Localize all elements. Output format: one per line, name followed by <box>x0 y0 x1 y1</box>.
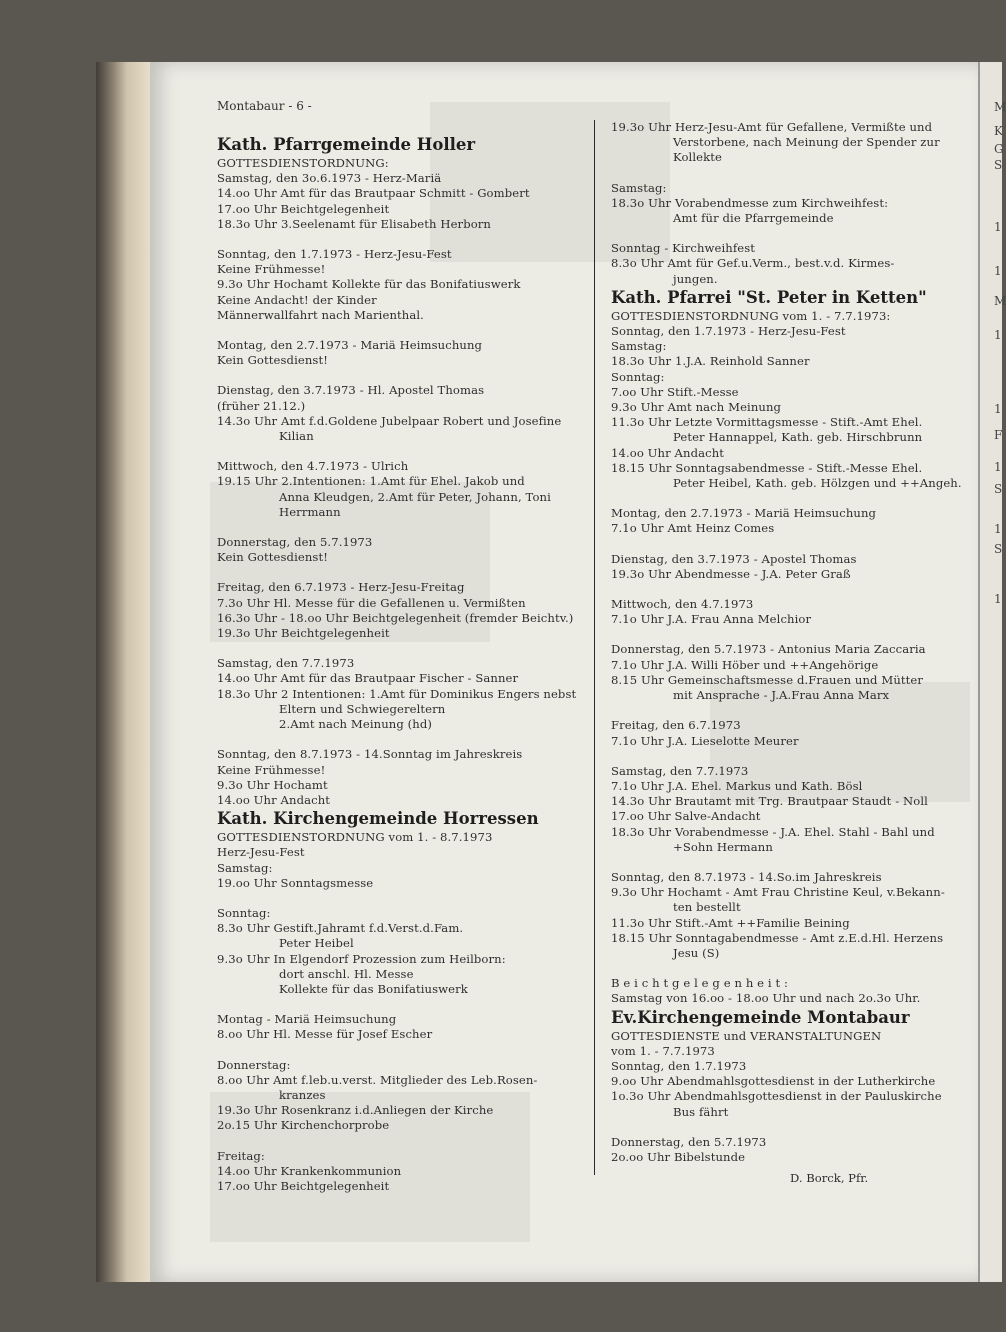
spacer <box>611 749 976 764</box>
text-line: Mittwoch, den 4.7.1973 - Ulrich <box>217 459 409 474</box>
text-line: B e i c h t g e l e g e n h e i t : <box>611 976 789 991</box>
text-line: 19.3o Uhr Abendmesse - J.A. Peter Graß <box>611 566 851 581</box>
text-line: Sonntag, den 1.7.1973 - Herz-Jesu-Fest <box>217 247 452 262</box>
spacer <box>217 732 587 747</box>
text-line: 14.oo Uhr Amt für das Brautpaar Schmitt - Gombert <box>217 186 530 201</box>
text-line: 16.3o Uhr - 18.oo Uhr Beichtgelegenheit (fremder Beichtv.) <box>217 610 574 625</box>
spacer <box>611 226 976 241</box>
text-line: 7.1o Uhr Amt Heinz Comes <box>611 521 775 536</box>
text-line: Samstag, den 7.7.1973 <box>217 656 355 671</box>
next-page-fragment: 1 <box>994 460 1002 474</box>
spacer <box>217 368 587 383</box>
text-line: 17.oo Uhr Salve-Andacht <box>611 809 761 824</box>
next-page-fragment: S <box>994 158 1003 172</box>
text-line-continued: kranzes <box>279 1087 326 1102</box>
spacer <box>217 444 587 459</box>
text-line: GOTTESDIENSTORDNUNG: <box>217 156 389 170</box>
text-line: 14.oo Uhr Amt für das Brautpaar Fischer - Sanner <box>217 671 519 686</box>
text-line: 8.oo Uhr Amt f.leb.u.verst. Mitglieder des Leb.Rosen- <box>217 1072 538 1087</box>
text-line: Sonntag: <box>217 905 271 920</box>
text-line: 7.1o Uhr J.A. Willi Höber und ++Angehörige <box>611 657 879 672</box>
text-line-continued: ten bestellt <box>673 900 741 915</box>
text-line: Samstag, den 7.7.1973 <box>611 763 749 778</box>
text-line-continued: Kollekte <box>673 150 722 165</box>
text-line-continued: mit Ansprache - J.A.Frau Anna Marx <box>673 688 890 703</box>
text-line: 9.3o Uhr In Elgendorf Prozession zum Heilborn: <box>217 951 506 966</box>
text-line: 2o.oo Uhr Bibelstunde <box>611 1149 746 1164</box>
text-line: Sonntag, den 1.7.1973 <box>611 1058 747 1073</box>
text-line: 18.3o Uhr Vorabendmesse zum Kirchweihfest: <box>611 195 889 210</box>
text-line: Keine Andacht! der Kinder <box>217 292 377 307</box>
text-line: Sonntag: <box>611 369 665 384</box>
text-line: 7.3o Uhr Hl. Messe für die Gefallenen u. Vermißten <box>217 595 526 610</box>
section-heading: Kath. Pfarrei "St. Peter in Ketten" <box>611 287 927 307</box>
text-line: Montag - Mariä Heimsuchung <box>217 1012 397 1027</box>
text-line: 8.oo Uhr Hl. Messe für Josef Escher <box>217 1027 433 1042</box>
text-line: 1o.3o Uhr Abendmahlsgottesdienst in der Pauluskirche <box>611 1089 942 1104</box>
text-line: 7.1o Uhr J.A. Lieselotte Meurer <box>611 733 799 748</box>
text-line: Keine Frühmesse! <box>217 762 326 777</box>
text-line-continued: Jesu (S) <box>673 945 720 960</box>
spacer <box>611 491 976 506</box>
text-line: 11.3o Uhr Stift.-Amt ++Familie Beining <box>611 915 850 930</box>
page-folio: Montabaur - 6 - <box>217 99 312 113</box>
text-line: GOTTESDIENSTORDNUNG vom 1. - 8.7.1973 <box>217 830 493 845</box>
text-line: 9.oo Uhr Abendmahlsgottesdienst in der Lutherkirche <box>611 1074 936 1089</box>
text-line-continued: +Sohn Hermann <box>673 839 773 854</box>
text-line: 11.3o Uhr Letzte Vormittagsmesse - Stift.-Amt Ehel. <box>611 415 923 430</box>
text-line: 14.oo Uhr Andacht <box>217 792 331 807</box>
next-page-fragment: 1 <box>994 522 1002 536</box>
next-page-fragment: F <box>994 428 1003 442</box>
text-line: 19.3o Uhr Beichtgelegenheit <box>217 626 390 641</box>
text-line: 19.3o Uhr Herz-Jesu-Amt für Gefallene, Vermißte und <box>611 120 933 134</box>
text-line: Donnerstag, den 5.7.1973 <box>611 1134 767 1149</box>
text-line-continued: jungen. <box>673 271 718 286</box>
spacer <box>217 565 587 580</box>
text-line-continued: Amt für die Pfarrgemeinde <box>673 211 834 226</box>
text-line-continued: Verstorbene, nach Meinung der Spender zur <box>673 135 940 150</box>
text-line: Männerwallfahrt nach Marienthal. <box>217 307 424 322</box>
spacer <box>611 855 976 870</box>
right-column <box>611 120 976 1165</box>
text-line: 18.15 Uhr Sonntagsabendmesse - Stift.-Messe Ehel. <box>611 460 923 475</box>
text-line: 18.3o Uhr 2 Intentionen: 1.Amt für Dominikus Engers nebst <box>217 686 577 701</box>
text-line: 17.oo Uhr Beichtgelegenheit <box>217 1178 390 1193</box>
text-line-continued: 2.Amt nach Meinung (hd) <box>279 717 432 732</box>
text-line: 18.15 Uhr Sonntagabendmesse - Amt z.E.d.Hl. Herzens <box>611 930 944 945</box>
next-page-fragment: S <box>994 542 1003 556</box>
text-line: 7.1o Uhr J.A. Frau Anna Melchior <box>611 612 812 627</box>
text-line: 18.3o Uhr 1.J.A. Reinhold Sanner <box>611 354 810 369</box>
text-line: Herz-Jesu-Fest <box>217 845 305 860</box>
text-line: Dienstag, den 3.7.1973 - Apostel Thomas <box>611 551 857 566</box>
text-line: Donnerstag, den 5.7.1973 - Antonius Maria Zaccaria <box>611 642 926 657</box>
text-line: GOTTESDIENSTORDNUNG vom 1. - 7.7.1973: <box>611 308 891 323</box>
column-divider <box>594 120 595 1175</box>
section-heading: Ev.Kirchengemeinde Montabaur <box>611 1007 910 1027</box>
next-page-fragment: 1 <box>994 328 1002 342</box>
text-line: 8.3o Uhr Gestift.Jahramt f.d.Verst.d.Fam. <box>217 921 464 936</box>
text-line-continued: dort anschl. Hl. Messe <box>279 966 414 981</box>
text-line: Samstag: <box>611 180 667 195</box>
text-line: 9.3o Uhr Hochamt Kollekte für das Bonifatiuswerk <box>217 277 521 292</box>
text-line: Samstag: <box>611 339 667 354</box>
text-line: (früher 21.12.) <box>217 398 306 413</box>
text-line: Kein Gottesdienst! <box>217 353 328 368</box>
text-line: 14.3o Uhr Brautamt mit Trg. Brautpaar Staudt - Noll <box>611 794 928 809</box>
spacer <box>611 961 976 976</box>
section-heading: Kath. Pfarrgemeinde Holler <box>217 135 476 154</box>
text-line: 7.1o Uhr J.A. Ehel. Markus und Kath. Bösl <box>611 778 863 793</box>
text-line: 19.15 Uhr 2.Intentionen: 1.Amt für Ehel. Jakob und <box>217 474 525 489</box>
text-line: 7.oo Uhr Stift.-Messe <box>611 384 739 399</box>
text-line: 14.3o Uhr Amt f.d.Goldene Jubelpaar Robert und Josefine <box>217 413 562 428</box>
spacer <box>217 323 587 338</box>
spacer <box>611 582 976 597</box>
text-line: Montag, den 2.7.1973 - Mariä Heimsuchung <box>217 338 483 353</box>
text-line-continued: Kilian <box>279 429 314 444</box>
spacer <box>611 627 976 642</box>
text-line: Mittwoch, den 4.7.1973 <box>611 597 754 612</box>
book-spine-edge <box>96 62 152 1282</box>
text-line: Samstag von 16.oo - 18.oo Uhr und nach 2o.3o Uhr. <box>611 991 921 1006</box>
text-line: Kein Gottesdienst! <box>217 550 328 565</box>
text-line-continued: Anna Kleudgen, 2.Amt für Peter, Johann, Toni <box>279 489 551 504</box>
next-page-fragment: 1 <box>994 220 1002 234</box>
next-page-fragment: 1 <box>994 592 1002 606</box>
text-line: Dienstag, den 3.7.1973 - Hl. Apostel Thomas <box>217 383 485 398</box>
text-line: Sonntag, den 8.7.1973 - 14.So.im Jahreskreis <box>611 869 882 884</box>
text-line: Sonntag, den 1.7.1973 - Herz-Jesu-Fest <box>611 324 846 339</box>
next-page-fragment: 1 <box>994 402 1002 416</box>
text-line-continued: Peter Heibel <box>279 936 354 951</box>
next-page-fragment: M <box>994 294 1006 308</box>
text-line: vom 1. - 7.7.1973 <box>611 1043 715 1058</box>
text-line: 9.3o Uhr Hochamt <box>217 777 328 792</box>
spacer <box>611 1120 976 1135</box>
text-line: 18.3o Uhr Vorabendmesse - J.A. Ehel. Stahl - Bahl und <box>611 824 935 839</box>
spacer <box>217 1043 587 1058</box>
text-line: Donnerstag: <box>217 1057 291 1072</box>
text-line: 8.15 Uhr Gemeinschaftsmesse d.Frauen und Mütter <box>611 672 924 687</box>
next-page-fragment: K <box>994 124 1003 138</box>
spacer <box>611 703 976 718</box>
spacer <box>217 891 587 906</box>
text-line-continued: Peter Heibel, Kath. geb. Hölzgen und ++Angeh. <box>673 476 962 491</box>
text-line: Sonntag, den 8.7.1973 - 14.Sonntag im Jahreskreis <box>217 747 523 762</box>
text-line: 9.3o Uhr Hochamt - Amt Frau Christine Keul, v.Bekann- <box>611 885 945 900</box>
text-line: Sonntag - Kirchweihfest <box>611 241 756 256</box>
text-line-continued: Eltern und Schwiegereltern <box>279 701 446 716</box>
text-line: 19.3o Uhr Rosenkranz i.d.Anliegen der Kirche <box>217 1103 494 1118</box>
text-line: 19.oo Uhr Sonntagsmesse <box>217 875 374 890</box>
section-heading: Kath. Kirchengemeinde Horressen <box>217 809 539 829</box>
text-line: 14.oo Uhr Andacht <box>611 445 725 460</box>
spacer <box>611 166 976 181</box>
next-page-fragment: G <box>994 142 1004 156</box>
text-line: Donnerstag, den 5.7.1973 <box>217 535 373 550</box>
text-line: 14.oo Uhr Krankenkommunion <box>217 1163 402 1178</box>
text-line: 18.3o Uhr 3.Seelenamt für Elisabeth Herborn <box>217 216 492 231</box>
text-line-continued: Bus fährt <box>673 1104 729 1119</box>
text-line: Freitag, den 6.7.1973 - Herz-Jesu-Freitag <box>217 580 465 595</box>
text-line-continued: Herrmann <box>279 504 341 519</box>
spacer <box>217 1134 587 1149</box>
text-line-continued: Kollekte für das Bonifatiuswerk <box>279 981 468 996</box>
next-page-fragment: S <box>994 482 1003 496</box>
signature: D. Borck, Pfr. <box>790 1171 869 1185</box>
left-column <box>217 134 587 1194</box>
spacer <box>217 641 587 656</box>
text-line: 2o.15 Uhr Kirchenchorprobe <box>217 1118 390 1133</box>
text-line: Montag, den 2.7.1973 - Mariä Heimsuchung <box>611 506 877 521</box>
next-page-fragment: M <box>994 100 1006 114</box>
text-line: 8.3o Uhr Amt für Gef.u.Verm., best.v.d. Kirmes- <box>611 256 895 271</box>
text-line: GOTTESDIENSTE und VERANSTALTUNGEN <box>611 1028 882 1043</box>
text-line: Freitag, den 6.7.1973 <box>611 718 741 733</box>
text-line: Samstag: <box>217 860 273 875</box>
text-line: 17.oo Uhr Beichtgelegenheit <box>217 201 390 216</box>
text-line: 9.3o Uhr Amt nach Meinung <box>611 400 782 415</box>
text-line: Freitag: <box>217 1148 265 1163</box>
adjacent-page-edge <box>978 62 1006 1282</box>
text-line: Samstag, den 3o.6.1973 - Herz-Mariä <box>217 171 442 186</box>
spacer <box>217 997 587 1012</box>
spacer <box>217 232 587 247</box>
spacer <box>217 520 587 535</box>
spacer <box>611 537 976 552</box>
text-line: Keine Frühmesse! <box>217 262 326 277</box>
next-page-fragment: 1 <box>994 264 1002 278</box>
text-line-continued: Peter Hannappel, Kath. geb. Hirschbrunn <box>673 430 923 445</box>
